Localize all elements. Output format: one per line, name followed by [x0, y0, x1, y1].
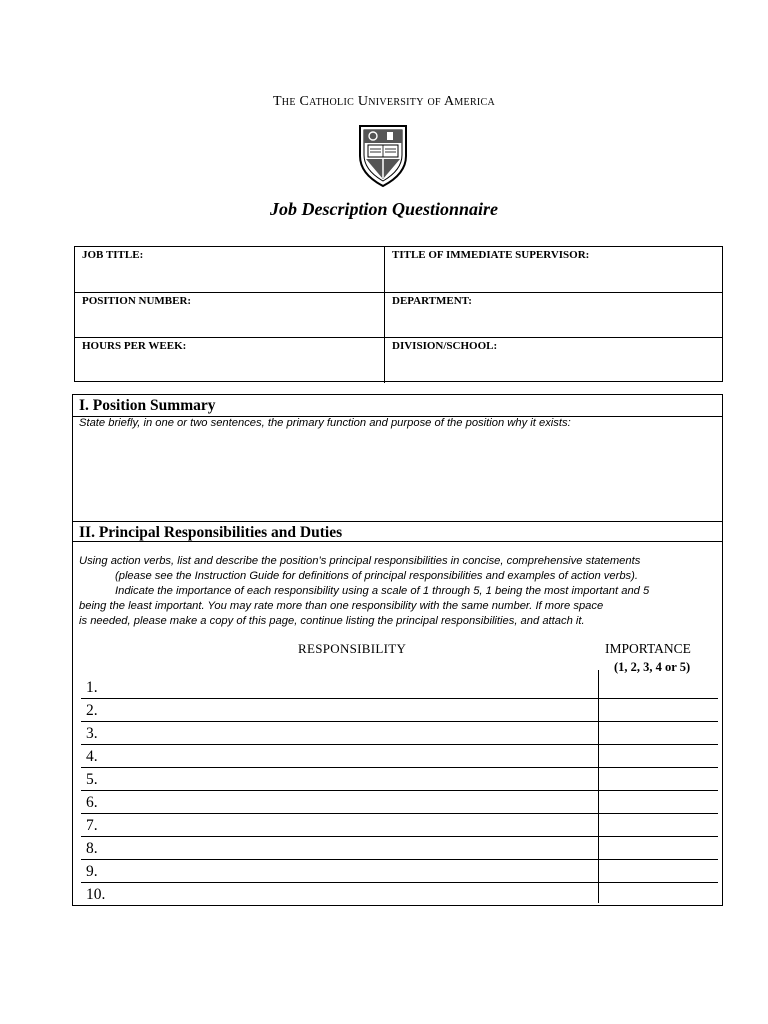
- info-row: [75, 337, 722, 383]
- responsibility-row[interactable]: [81, 837, 718, 860]
- questionnaire-sections: [72, 394, 723, 906]
- row-number: 8.: [86, 840, 98, 857]
- university-name: The Catholic University of America: [272, 94, 496, 109]
- position-summary-heading: I. Position Summary: [79, 397, 216, 414]
- responsibilities-heading: II. Principal Responsibilities and Duties: [79, 524, 343, 541]
- importance-column-header: IMPORTANCE: [605, 641, 691, 656]
- responsibility-row[interactable]: [81, 768, 718, 791]
- form-title: Job Description Questionnaire: [269, 199, 499, 219]
- divider: [73, 541, 722, 542]
- responsibility-list: [81, 676, 718, 906]
- responsibility-column-header: RESPONSIBILITY: [298, 641, 407, 656]
- info-row: [75, 247, 722, 292]
- row-number: 6.: [86, 794, 98, 811]
- division-school-field[interactable]: DIVISION/SCHOOL:: [392, 340, 498, 352]
- instruction-line: being the least important. You may rate more than one responsibility with the same number. If more space: [79, 600, 604, 612]
- info-row: [75, 292, 722, 338]
- instruction-line: Using action verbs, list and describe the position’s principal responsibilities in concise, comprehensive statements: [79, 555, 641, 567]
- responsibilities-instruction: [79, 554, 719, 629]
- row-number: 10.: [86, 886, 106, 903]
- position-summary-instruction: State briefly, in one or two sentences, the primary function and purpose of the position why it exists:: [79, 417, 571, 429]
- row-number: 7.: [86, 817, 98, 834]
- job-title-field[interactable]: JOB TITLE:: [75, 247, 385, 292]
- row-number: 9.: [86, 863, 98, 880]
- responsibility-row[interactable]: [81, 860, 718, 883]
- department-field[interactable]: DEPARTMENT:: [392, 295, 472, 307]
- row-number: 3.: [86, 725, 98, 742]
- hours-per-week-field[interactable]: HOURS PER WEEK:: [75, 338, 385, 383]
- importance-scale-label: (1, 2, 3, 4 or 5): [614, 660, 691, 674]
- row-number: 2.: [86, 702, 98, 719]
- responsibility-row[interactable]: [81, 722, 718, 745]
- position-number-field[interactable]: POSITION NUMBER:: [75, 293, 385, 338]
- responsibility-row[interactable]: [81, 676, 718, 699]
- responsibility-row[interactable]: [81, 883, 718, 906]
- instruction-line: (please see the Instruction Guide for definitions of principal responsibilities and examples of action verbs).: [115, 570, 638, 582]
- divider: [73, 521, 722, 522]
- responsibility-row[interactable]: [81, 745, 718, 768]
- responsibility-row[interactable]: [81, 699, 718, 722]
- row-number: 4.: [86, 748, 98, 765]
- row-number: 1.: [86, 679, 98, 696]
- university-seal-logo: [356, 122, 410, 188]
- row-number: 5.: [86, 771, 98, 788]
- responsibility-row[interactable]: [81, 814, 718, 837]
- responsibility-row[interactable]: [81, 791, 718, 814]
- job-info-table: [74, 246, 723, 382]
- supervisor-title-field[interactable]: TITLE OF IMMEDIATE SUPERVISOR:: [392, 249, 590, 261]
- instruction-line: is needed, please make a copy of this page, continue listing the principal responsibilities, and attach it.: [79, 615, 585, 627]
- instruction-line: Indicate the importance of each responsibility using a scale of 1 through 5, 1 being the most important and 5: [115, 585, 650, 597]
